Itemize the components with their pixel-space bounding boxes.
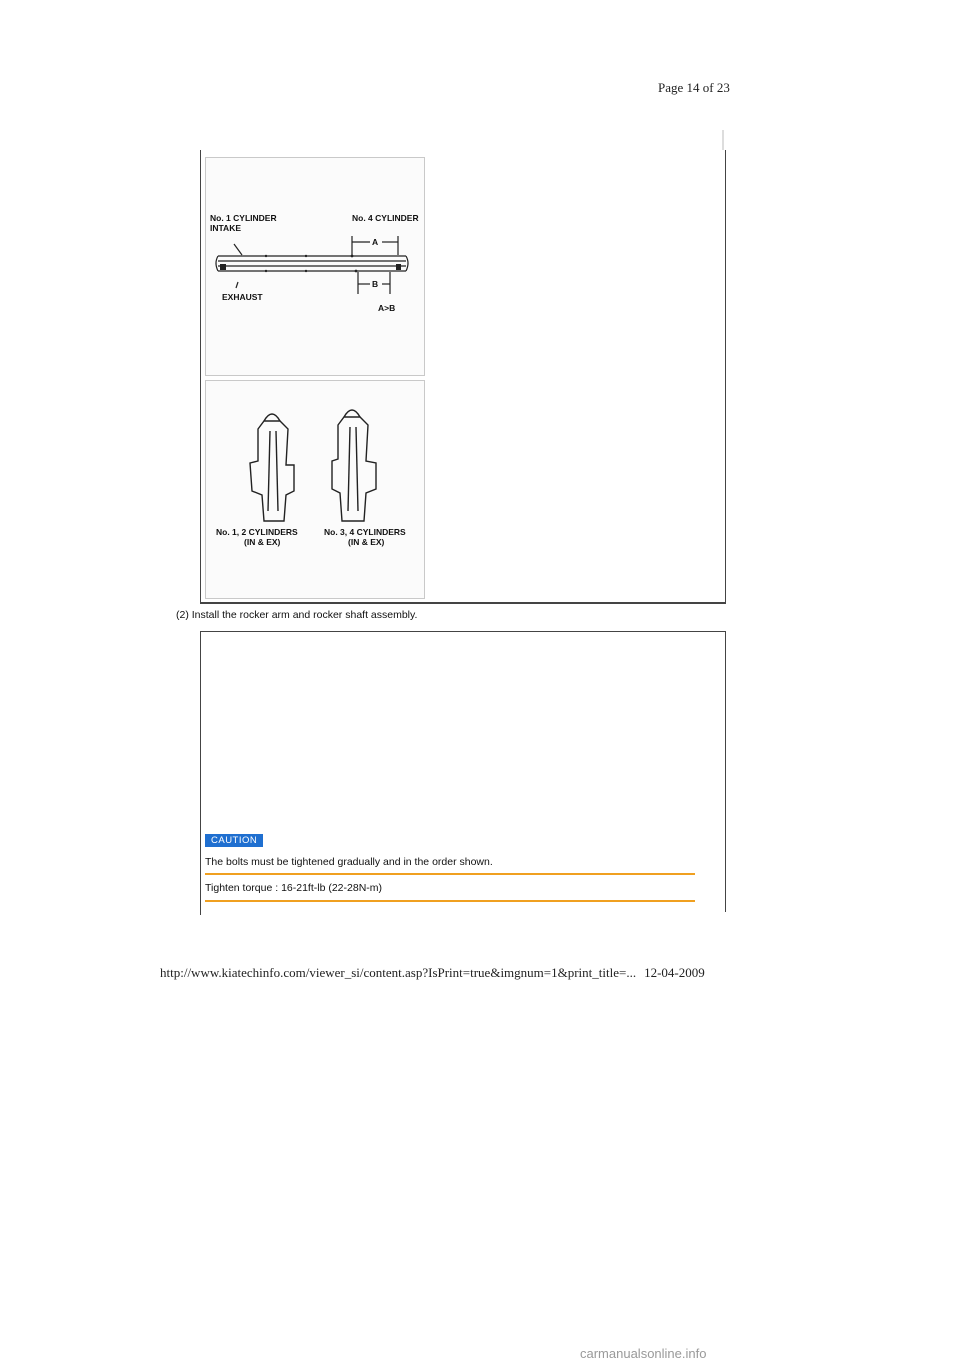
rocker-arms-illustration xyxy=(206,381,424,598)
rocker-arms-figure xyxy=(205,380,425,599)
frame-edge xyxy=(722,130,724,150)
orange-divider xyxy=(205,873,695,875)
label-no1-cylinder: No. 1 CYLINDER xyxy=(210,213,277,223)
label-intake: INTAKE xyxy=(210,223,242,233)
caution-note-bolts: The bolts must be tightened gradually and in the order shown. xyxy=(205,856,493,868)
rocker-shaft-figure xyxy=(205,157,425,376)
label-cylinders-3-4: No. 3, 4 CYLINDERS xyxy=(324,527,406,537)
caution-badge: CAUTION xyxy=(205,834,263,847)
label-cylinders-3-4-in-ex: (IN & EX) xyxy=(348,537,385,547)
page-footer xyxy=(160,965,705,981)
label-dimension-a: A xyxy=(372,237,379,247)
frame-tail xyxy=(200,911,201,915)
label-a-greater-b: A>B xyxy=(378,303,396,313)
label-dimension-b: B xyxy=(372,279,379,289)
page-number: Page 14 of 23 xyxy=(658,80,730,95)
footer-url: http://www.kiatechinfo.com/viewer_si/content.asp?IsPrint=true&imgnum=1&print_title=... xyxy=(160,965,637,980)
label-cylinders-1-2-in-ex: (IN & EX) xyxy=(244,537,281,547)
lower-content-frame xyxy=(200,631,726,912)
label-no4-cylinder: No. 4 CYLINDER xyxy=(352,213,419,223)
footer-date: 12-04-2009 xyxy=(644,965,705,980)
label-exhaust: EXHAUST xyxy=(222,292,263,302)
watermark: carmanualsonline.info xyxy=(580,1346,707,1361)
rocker-shaft-illustration xyxy=(206,158,424,375)
label-cylinders-1-2: No. 1, 2 CYLINDERS xyxy=(216,527,298,537)
install-step-text: (2) Install the rocker arm and rocker shaft assembly. xyxy=(176,609,418,621)
orange-divider xyxy=(205,900,695,902)
torque-note: Tighten torque : 16-21ft-lb (22-28N-m) xyxy=(205,882,383,894)
